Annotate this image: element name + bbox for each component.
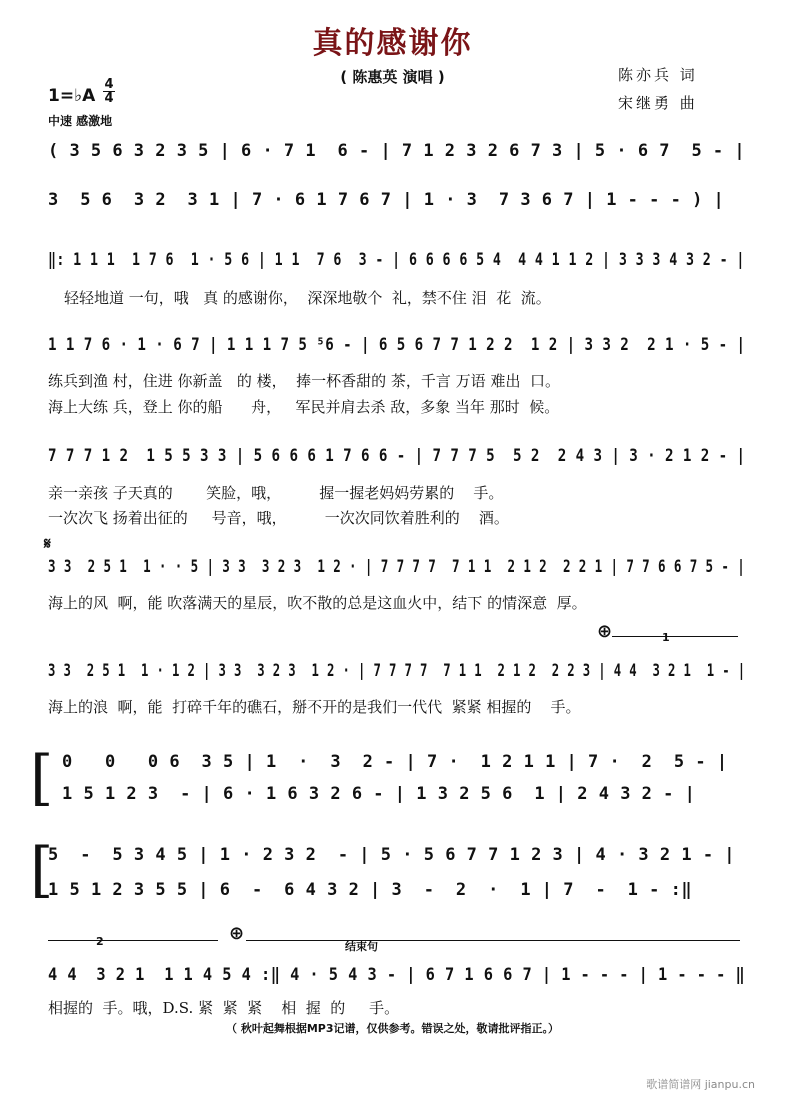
notation-row-6: 3 3 2 5 1 1 · · 5 | 3 3 3 2 3 1 2 · | 7 7 7 7 7 1 1 2 1 2 2 2 1 | 7 7 6 6 7 5 - | <box>48 557 746 577</box>
notation-row-3: ‖: 1 1 1 1 7 6 1 · 5 6 | 1 1 7 6 3 - | 6 6 6 6 5 4 4 4 1 1 2 | 3 3 3 4 3 2 - | <box>48 250 745 270</box>
composer-credit: 宋继勇 曲 <box>618 94 698 112</box>
system-brace-1: [ <box>30 743 54 813</box>
performer-subtitle: ( 陈惠英 演唱 ) <box>340 68 445 86</box>
volta-1-label: 1 <box>662 631 670 644</box>
tempo-marking: 中速 感激地 <box>48 114 113 128</box>
interlude-lower-row-2: 1 5 1 2 3 5 5 | 6 - 6 4 3 2 | 3 - 2 · 1 | 7 - 1 - :‖ <box>48 880 693 900</box>
interlude-lower-row-1: 1 5 1 2 3 - | 6 · 1 6 3 2 6 - | 1 3 2 5 6 1 | 2 4 3 2 - | <box>62 784 696 804</box>
notation-row-4: 1 1 7 6 · 1 · 6 7 | 1 1 1 7 5 ⁵6 - | 6 5 6 7 7 1 2 2 1 2 | 3 3 2 2 1 · 5 - | <box>48 335 746 355</box>
segno-sign: 𝄋 <box>44 534 51 553</box>
interlude-upper-row-1: 0 0 0 6 3 5 | 1 · 3 2 - | 7 · 1 2 1 1 | 7 · 2 5 - | <box>62 752 728 772</box>
coda-sign-1: ⊕ <box>597 621 613 642</box>
notation-row-1: ( 3 5 6 3 2 3 5 | 6 · 7 1 6 - | 7 1 2 3 2 6 7 3 | 5 · 6 7 5 - | <box>48 141 746 161</box>
lyrics-row-7: 海上的浪 啊，能 打碎千年的礁石，掰不开的是我们一代代 紧紧 相握的 手。 <box>48 698 581 716</box>
coda-sign-2: ⊕ <box>229 923 245 944</box>
lyrics-row-4-verse-1: 练兵到渔 村，住进 你新盖 的 楼， 捧一杯香甜的 茶，千言 万语 难出 口。 <box>48 372 560 390</box>
lyrics-row-6: 海上的风 啊，能 吹落满天的星辰，吹不散的总是这血火中，结下 的情深意 厚。 <box>48 594 587 612</box>
lyrics-row-final: 相握的 手。哦，D.S. 紧 紧 紧 相 握 的 手。 <box>48 999 400 1017</box>
song-title: 真的感谢你 <box>312 26 473 61</box>
lyrics-row-3: 轻轻地道 一句，哦 真 的感谢你， 深深地敬个 礼，禁不住 泪 花 流。 <box>64 289 551 307</box>
site-watermark: 歌谱简谱网 jianpu.cn <box>646 1078 755 1091</box>
volta-2-bracket <box>48 940 218 941</box>
lyricist-credit: 陈亦兵 词 <box>618 66 698 84</box>
notation-row-final: 4 4 3 2 1 1 1 4 5 4 :‖ 4 · 5 4 3 - | 6 7 1 6 6 7 | 1 - - - | 1 - - - ‖ <box>48 965 746 985</box>
interlude-upper-row-2: 5 - 5 3 4 5 | 1 · 2 3 2 - | 5 · 5 6 7 7 1 2 3 | 4 · 3 2 1 - | <box>48 845 736 865</box>
time-signature <box>103 78 115 105</box>
footnote: （ 秋叶起舞根据MP3记谱，仅供参考。错误之处，敬请批评指正。） <box>226 1022 559 1035</box>
notation-row-5: 7 7 7 1 2 1 5 5 3 3 | 5 6 6 6 1 7 6 6 - | 7 7 7 5 5 2 2 4 3 | 3 · 2 1 2 - | <box>48 446 746 466</box>
system-brace-2: [ <box>30 835 54 905</box>
notation-row-7: 3 3 2 5 1 1 · 1 2 | 3 3 3 2 3 1 2 · | 7 7 7 7 7 1 1 2 1 2 2 2 3 | 4 4 3 2 1 1 - | <box>48 661 746 681</box>
key-signature: 1=♭A <box>48 86 96 106</box>
volta-2-label: 2 <box>96 935 104 948</box>
time-signature-top: 4 <box>104 77 114 92</box>
lyrics-row-5-verse-1: 亲一亲孩 子天真的 笑脸，哦， 握一握老妈妈劳累的 手。 <box>48 484 504 502</box>
notation-row-2: 3 5 6 3 2 3 1 | 7 · 6 1 7 6 7 | 1 · 3 7 3 6 7 | 1 - - - ) | <box>48 190 725 210</box>
lyrics-row-5-verse-2: 一次次飞 扬着出征的 号音，哦， 一次次同饮着胜利的 酒。 <box>48 509 509 527</box>
time-signature-bottom: 4 <box>104 91 114 106</box>
lyrics-row-4-verse-2: 海上大练 兵，登上 你的船 舟， 军民并肩去杀 敌，多象 当年 那时 候。 <box>48 398 560 416</box>
ending-bracket <box>246 940 740 941</box>
volta-1-bracket <box>612 636 738 637</box>
ending-label: 结束句 <box>345 940 378 953</box>
